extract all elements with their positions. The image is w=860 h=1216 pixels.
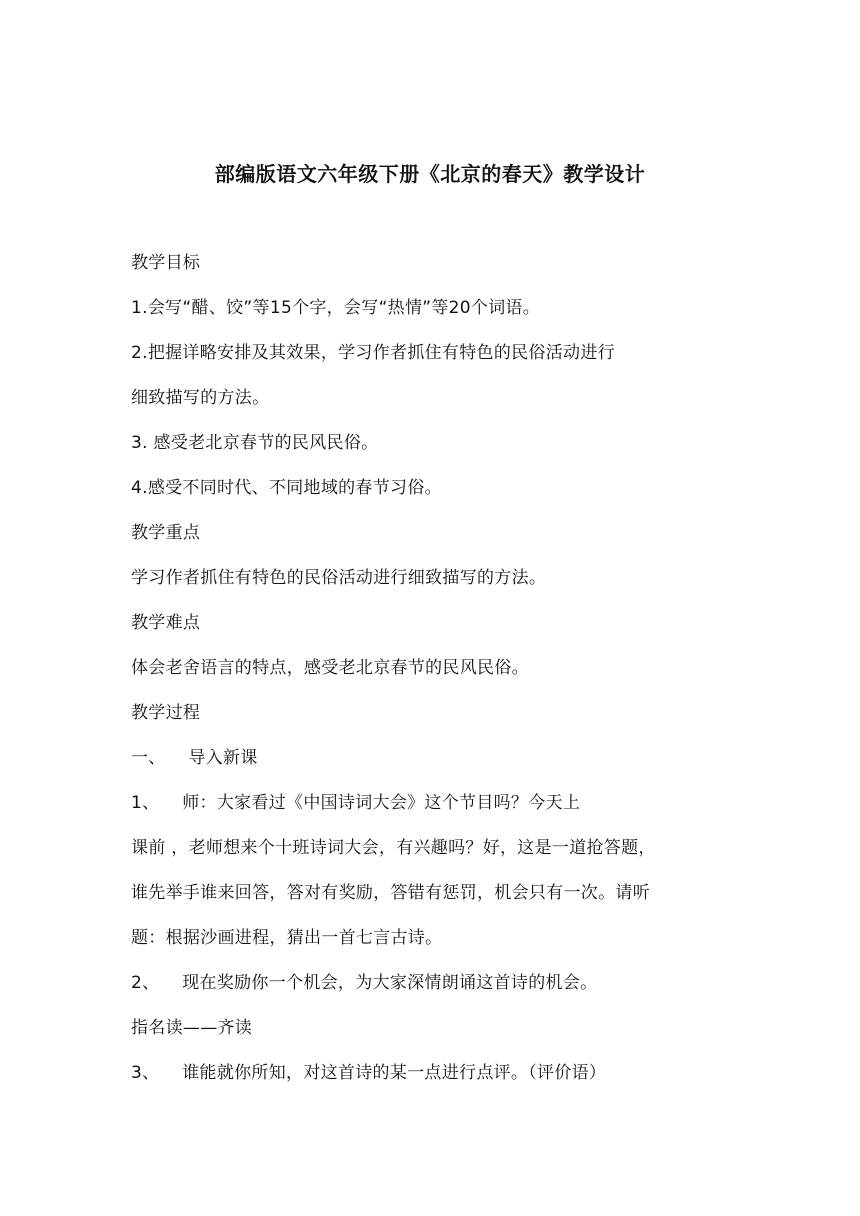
difficulty-text: 体会老舍语言的特点，感受老北京春节的民风民俗。	[131, 658, 529, 678]
process-item-2: 2、 现在奖励你一个机会，为大家深情朗诵这首诗的机会。	[131, 973, 598, 993]
objective-2-continued: 细致描写的方法。	[131, 388, 270, 408]
process-reading-note: 指名读——齐读	[131, 1018, 253, 1038]
process-item-1: 1、 师：大家看过《中国诗词大会》这个节目吗？今天上	[131, 793, 581, 813]
section-heading-objectives: 教学目标	[131, 253, 201, 273]
objective-3: 3. 感受老北京春节的民风民俗。	[131, 433, 379, 453]
objective-4: 4.感受不同时代、不同地域的春节习俗。	[131, 478, 442, 498]
document-title: 部编版语文六年级下册《北京的春天》教学设计	[214, 162, 646, 186]
section-heading-process: 教学过程	[131, 703, 201, 723]
process-item-3: 3、 谁能就你所知，对这首诗的某一点进行点评。（评价语）	[131, 1063, 607, 1083]
process-item-1-continued-b: 谁先举手谁来回答，答对有奖励，答错有惩罚，机会只有一次。请听	[131, 883, 650, 903]
section-heading-key-points: 教学重点	[131, 523, 201, 543]
objective-2: 2.把握详略安排及其效果，学习作者抓住有特色的民俗活动进行	[131, 343, 615, 363]
section-heading-difficulties: 教学难点	[131, 613, 201, 633]
key-point-text: 学习作者抓住有特色的民俗活动进行细致描写的方法。	[131, 568, 547, 588]
process-item-1-continued-c: 题：根据沙画进程，猜出一首七言古诗。	[131, 928, 443, 948]
process-step-heading-1: 一、 导入新课	[131, 748, 258, 768]
objective-1: 1.会写“醋、饺”等15个字，会写“热情”等20个词语。	[131, 298, 541, 318]
process-item-1-continued-a: 课前 ，老师想来个十班诗词大会，有兴趣吗？好，这是一道抢答题，	[131, 838, 656, 858]
